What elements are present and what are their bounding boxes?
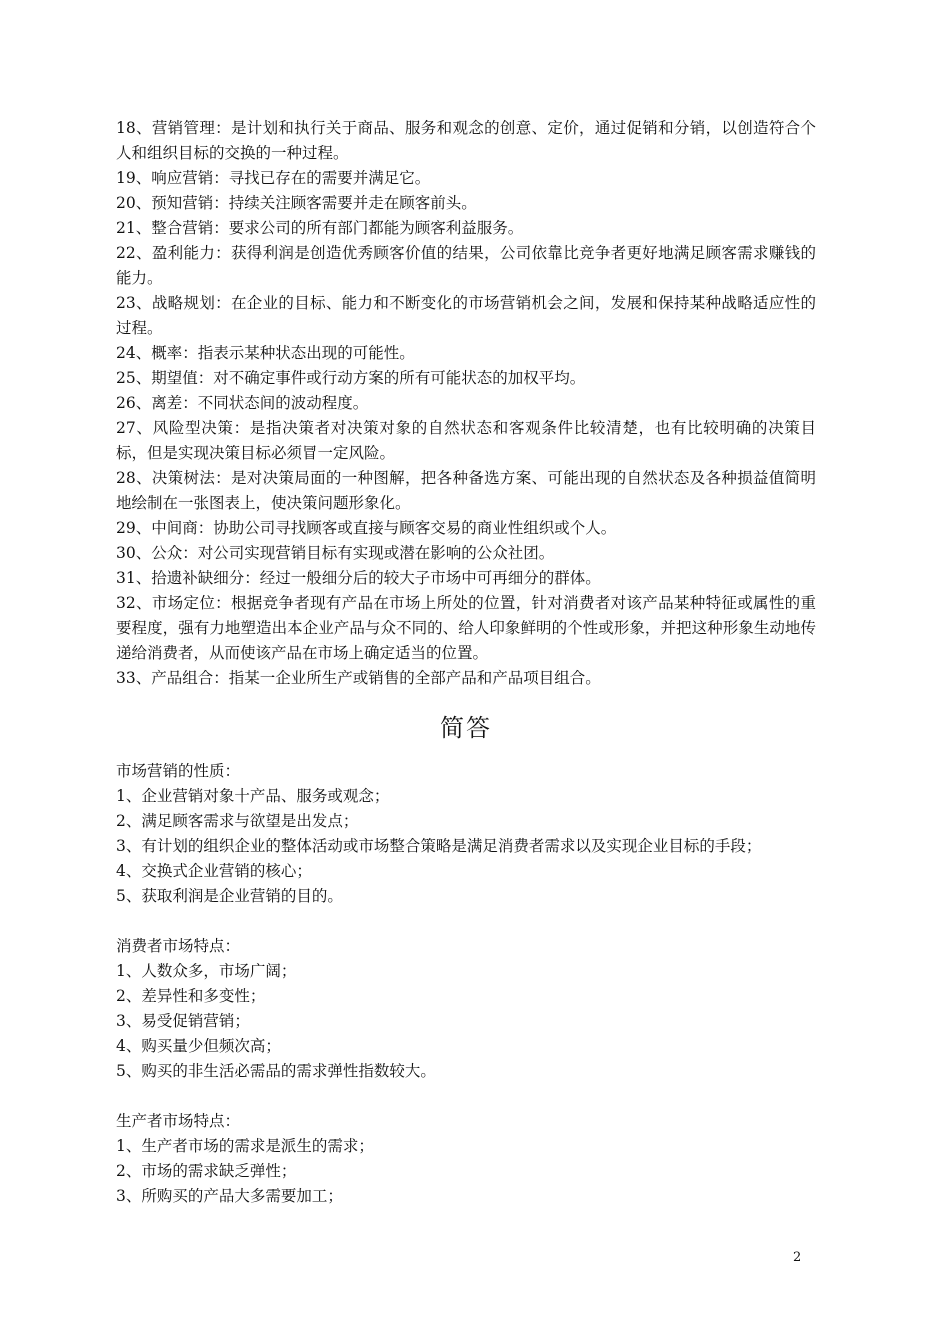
qa-list-item: 2、差异性和多变性； <box>116 987 266 1005</box>
definition-item: 24、概率：指表示某种状态出现的可能性。 <box>116 344 415 362</box>
qa-list-item: 1、企业营销对象十产品、服务或观念； <box>116 787 390 805</box>
definition-item: 25、期望值：对不确定事件或行动方案的所有可能状态的加权平均。 <box>116 369 586 387</box>
qa-block-producer-market <box>116 1109 816 1209</box>
definition-item: 27、风险型决策：是指决策者对决策对象的自然状态和客观条件比较清楚，也有比较明确的决策目标，但是实现决策目标必须冒一定风险。 <box>116 419 816 462</box>
definitions-list <box>116 116 816 691</box>
qa-list-item: 2、满足顾客需求与欲望是出发点； <box>116 812 359 830</box>
definition-item: 19、响应营销：寻找已存在的需要并满足它。 <box>116 169 431 187</box>
definition-item: 30、公众：对公司实现营销目标有实现或潜在影响的公众社团。 <box>116 544 555 562</box>
definition-item: 33、产品组合：指某一企业所生产或销售的全部产品和产品项目组合。 <box>116 669 601 687</box>
page-number: 2 <box>793 1250 802 1265</box>
definition-item: 23、战略规划：在企业的目标、能力和不断变化的市场营销机会之间，发展和保持某种战略适应性的过程。 <box>116 294 816 337</box>
qa-block-consumer-market <box>116 934 816 1084</box>
qa-block-title: 市场营销的性质： <box>116 762 241 780</box>
section-heading: 简答 <box>440 714 492 742</box>
qa-list-item: 3、有计划的组织企业的整体活动或市场整合策略是满足消费者需求以及实现企业目标的手段； <box>116 837 762 855</box>
definition-item: 28、决策树法：是对决策局面的一种图解，把各种备选方案、可能出现的自然状态及各种损益值简明地绘制在一张图表上，使决策问题形象化。 <box>116 469 816 512</box>
definition-item: 31、拾遗补缺细分：经过一般细分后的较大子市场中可再细分的群体。 <box>116 569 601 587</box>
qa-list-item: 1、生产者市场的需求是派生的需求； <box>116 1137 374 1155</box>
qa-list-item: 5、购买的非生活必需品的需求弹性指数较大。 <box>116 1062 436 1080</box>
definition-item: 22、盈利能力：获得利润是创造优秀顾客价值的结果，公司依靠比竞争者更好地满足顾客需求赚钱的能力。 <box>116 244 816 287</box>
qa-list-item: 5、获取利润是企业营销的目的。 <box>116 887 343 905</box>
qa-list-item: 4、交换式企业营销的核心； <box>116 862 312 880</box>
qa-list-item: 1、人数众多，市场广阔； <box>116 962 297 980</box>
block-spacer <box>116 909 816 934</box>
qa-block-nature <box>116 759 816 909</box>
definition-item: 18、营销管理：是计划和执行关于商品、服务和观念的创意、定价，通过促销和分销，以创造符合个人和组织目标的交换的一种过程。 <box>116 119 816 162</box>
block-spacer <box>116 1084 816 1109</box>
qa-block-title: 消费者市场特点： <box>116 937 241 955</box>
definition-item: 26、离差：不同状态间的波动程度。 <box>116 394 369 412</box>
qa-block-title: 生产者市场特点： <box>116 1112 241 1130</box>
qa-list-item: 3、所购买的产品大多需要加工； <box>116 1187 343 1205</box>
definition-item: 21、整合营销：要求公司的所有部门都能为顾客利益服务。 <box>116 219 524 237</box>
definition-item: 32、市场定位：根据竞争者现有产品在市场上所处的位置，针对消费者对该产品某种特征或属性的重要程度，强有力地塑造出本企业产品与众不同的、给人印象鲜明的个性或形象，并把这种形象生动地传递给消费者，从而使该产品在市场上确定适当的位置。 <box>116 594 816 662</box>
page-content <box>116 116 816 1209</box>
qa-list-item: 2、市场的需求缺乏弹性； <box>116 1162 297 1180</box>
qa-list-item: 3、易受促销营销； <box>116 1012 250 1030</box>
qa-list-item: 4、购买量少但频次高； <box>116 1037 281 1055</box>
definition-item: 29、中间商：协助公司寻找顾客或直接与顾客交易的商业性组织或个人。 <box>116 519 617 537</box>
definition-item: 20、预知营销：持续关注顾客需要并走在顾客前头。 <box>116 194 477 212</box>
